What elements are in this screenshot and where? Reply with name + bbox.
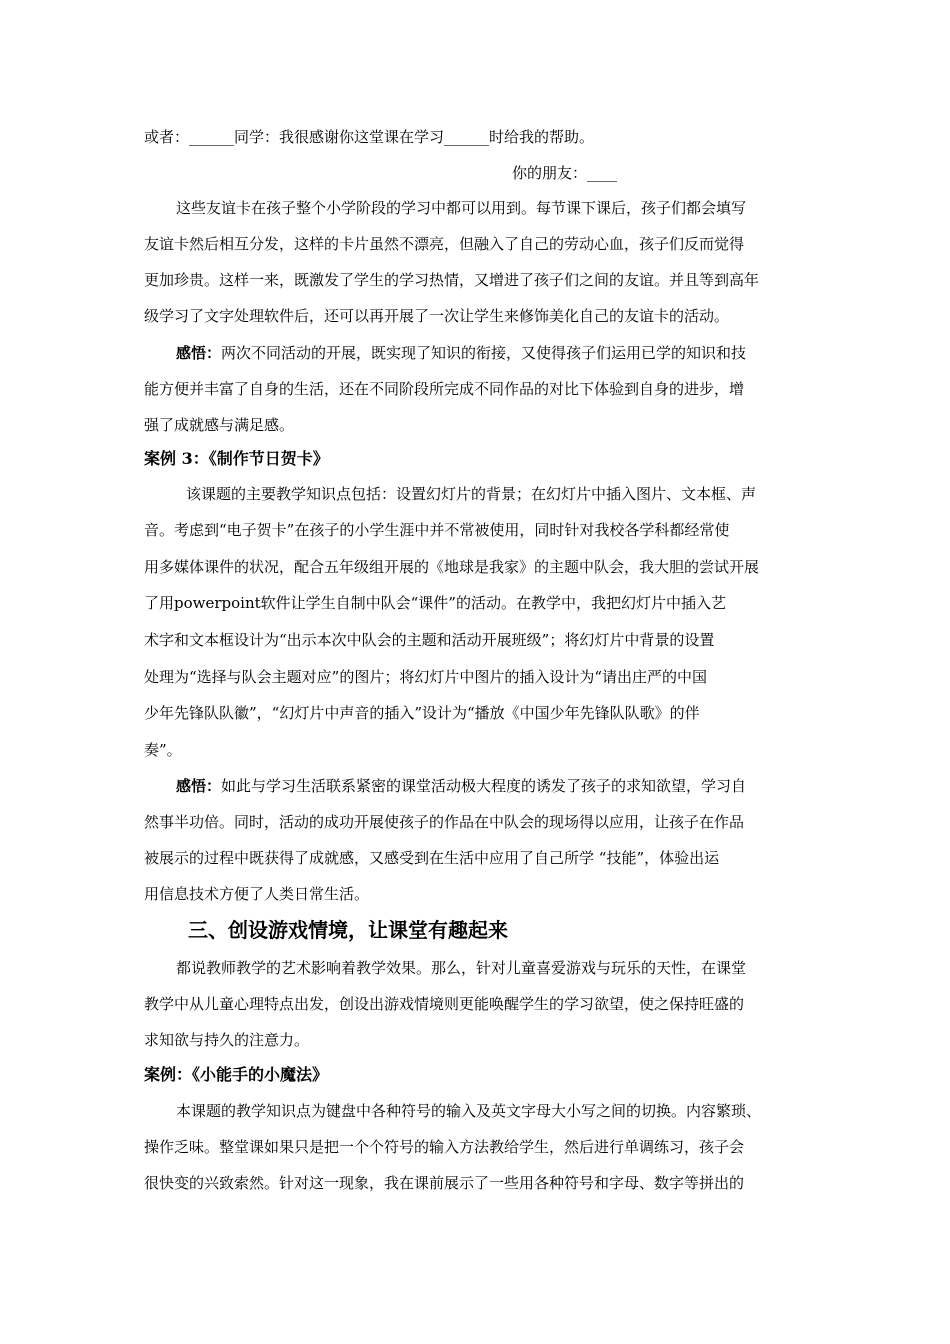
reflection-label: 感悟： [176, 777, 222, 795]
text-line: 都说教师教学的艺术影响着教学效果。那么，针对儿童喜爱游戏与玩乐的天性，在课堂 [176, 959, 747, 977]
section-heading: 三、创设游戏情境，让课堂有趣起来 [188, 918, 508, 942]
case-heading: 案例：《小能手的小魔法》 [144, 1065, 329, 1084]
text-line: 本课题的教学知识点为键盘中各种符号的输入及英文字母大小写之间的切换。内容繁琐、 [176, 1102, 762, 1120]
signature-line: 你的朋友：____ [512, 164, 618, 182]
text-line: 术字和文本框设计为“出示本次中队会的主题和活动开展班级”；将幻灯片中背景的设置 [144, 631, 715, 649]
text-line: 这些友谊卡在孩子整个小学阶段的学习中都可以用到。每节课下课后，孩子们都会填写 [176, 199, 747, 217]
reflection-label: 感悟： [176, 344, 222, 362]
text-line: 少年先锋队队徽”，“幻灯片中声音的插入”设计为“播放《中国少年先锋队队歌》的伴 [144, 704, 700, 722]
text-line: 处理为“选择与队会主题对应”的图片；将幻灯片中图片的插入设计为“请出庄严的中国 [144, 668, 708, 686]
text-line: 教学中从儿童心理特点出发，创设出游戏情境则更能唤醒学生的学习欲望，使之保持旺盛的 [144, 995, 745, 1013]
text-line: 了用powerpoint软件让学生自制中队会“课件”的活动。在教学中，我把幻灯片中插入艺 [144, 594, 726, 612]
reflection-line [176, 776, 814, 796]
text-line: 操作乏味。整堂课如果只是把一个个符号的输入方法教给学生，然后进行单调练习，孩子会 [144, 1138, 745, 1156]
text-line: 更加珍贵。这样一来，既激发了学生的学习热情，又增进了孩子们之间的友谊。并且等到高年 [144, 271, 760, 289]
text-line: 强了成就感与满足感。 [144, 416, 295, 434]
text-line: 用多媒体课件的状况，配合五年级组开展的《地球是我家》的主题中队会，我大胆的尝试开展 [144, 558, 760, 576]
text-line: 或者：______同学：我很感谢你这堂课在学习______时给我的帮助。 [144, 128, 595, 146]
reflection-text: 如此与学习生活联系紧密的课堂活动极大程度的诱发了孩子的求知欲望，学习自 [221, 777, 747, 795]
text-line: 该课题的主要教学知识点包括：设置幻灯片的背景；在幻灯片中插入图片、文本框、声 [186, 485, 757, 503]
text-line: 友谊卡然后相互分发，这样的卡片虽然不漂亮，但融入了自己的劳动心血，孩子们反而觉得 [144, 235, 745, 253]
text-line: 很快变的兴致索然。针对这一现象，我在课前展示了一些用各种符号和字母、数字等拼出的 [144, 1174, 745, 1192]
text-line: 能方便并丰富了自身的生活，还在不同阶段所完成不同作品的对比下体验到自身的进步，增 [144, 380, 745, 398]
reflection-text: 两次不同活动的开展，既实现了知识的衔接，又使得孩子们运用已学的知识和技 [221, 344, 747, 362]
text-line: 求知欲与持久的注意力。 [144, 1031, 310, 1049]
case-heading: 案例 3：《制作节日贺卡》 [144, 449, 329, 468]
text-line: 级学习了文字处理软件后，还可以再开展了一次让学生来修饰美化自己的友谊卡的活动。 [144, 307, 730, 325]
text-line: 用信息技术方便了人类日常生活。 [144, 885, 370, 903]
text-line: 然事半功倍。同时，活动的成功开展使孩子的作品在中队会的现场得以应用，让孩子在作品 [144, 813, 745, 831]
text-line: 音。考虑到“电子贺卡”在孩子的小学生涯中并不常被使用，同时针对我校各学科都经常使 [144, 521, 730, 539]
reflection-line [176, 343, 814, 363]
text-line: 奏”。 [144, 741, 182, 759]
text-line: 被展示的过程中既获得了成就感，又感受到在生活中应用了自己所学 “技能”，体验出运 [144, 849, 720, 867]
